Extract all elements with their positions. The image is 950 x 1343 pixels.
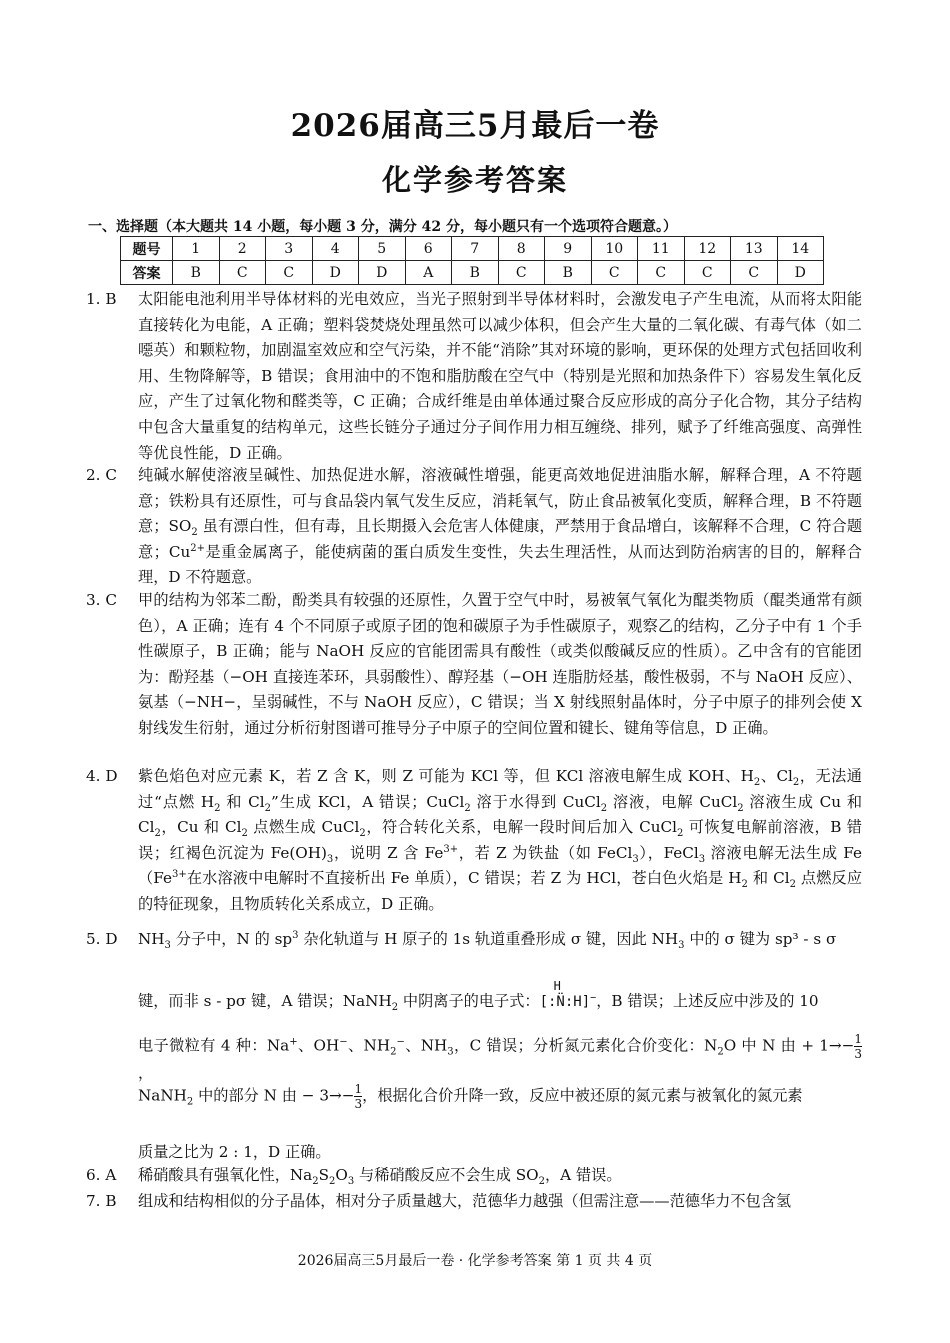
table-cell: 6 <box>405 237 452 261</box>
page-title: 2026届高三5月最后一卷 <box>290 108 660 144</box>
table-cell: 2 <box>219 237 266 261</box>
question-number: 3. C <box>86 591 117 609</box>
table-cell: 题号 <box>121 237 173 261</box>
table-cell: B <box>452 261 499 285</box>
question-explanation: 甲的结构为邻苯二酚，酚类具有较强的还原性，久置于空气中时，易被氧气氧化为醌类物质（醌类通常有颜色），A 正确；连有 4 个不同原子或原子团的饱和碳原子为手性碳原子，观察乙的结构，乙分子中有 1 个手性碳原子，B 正确；能与 NaOH 反应的官能团需具有酸性（或类似酸碱反应的性质）。乙中含有的官能团为：酚羟基（−OH 直接连苯环，具弱酸性）、醇羟基（−OH 连脂肪烃基，酸性极弱，不与 NaOH 反应）、氨基（−NH−，呈弱碱性，不与 NaOH 反应），C 错误；当 X 射线照射晶体时，分子中原子的排列会使 X 射线发生衍射，通过分析衍射图谱可推导分子中原子的空间位置和键长、键角等信息，D 正确。 <box>138 591 862 737</box>
table-cell: 4 <box>312 237 359 261</box>
electron-dot-formula: H [:N̈:H]− <box>539 979 597 1010</box>
question-explanation: $NH_3$ 分子中，N 的 $sp^3$ 杂化轨道与 H 原子的 1s 轨道重叠形成 σ 键，因此 $NH_3$ 中的 σ 键为 sp³ - s σ 键，而非 s - pσ 键，A 错误；NaNH$_2$ 中阴离子的电子式： H [:N̈:H]−，B 错误；上述反应中涉及的 10 电子微粒有 4 种：Na+、OH−、$NH_2^-$、$NH_3$，C 错误；分析氮元素化合价变化：$N_2O$ 中 N 由 + 1→− $\frac{1}{3}$ ， NaNH$_2$ 中的部分 N 由 − 3→− $\frac{1}{3}$ ，根据化合价升降一致，反应中被还原的氮元素与被氧化的氮元素 质量之比为 2 : 1，D 正确。 <box>138 929 862 1161</box>
question-5 <box>86 927 862 1166</box>
table-cell: 9 <box>545 237 592 261</box>
table-cell: 11 <box>638 237 685 261</box>
question-explanation: 稀硝酸具有强氧化性，$Na_2S_2O_3$ 与稀硝酸反应不会生成 $SO_2$，A 错误。 <box>138 1166 622 1188</box>
table-cell: B <box>545 261 592 285</box>
table-cell: 7 <box>452 237 499 261</box>
question-4 <box>86 764 862 918</box>
question-2 <box>86 463 862 591</box>
table-cell: B <box>173 261 220 285</box>
table-cell: 5 <box>359 237 406 261</box>
question-number: 4. D <box>86 767 118 785</box>
table-cell: 1 <box>173 237 220 261</box>
question-number: 2. C <box>86 466 117 484</box>
question-explanation: 组成和结构相似的分子晶体，相对分子质量越大，范德华力越强（但需注意——范德华力不包含氢 <box>138 1192 792 1210</box>
question-explanation: 太阳能电池利用半导体材料的光电效应，当光子照射到半导体材料时，会激发电子产生电流，从而将太阳能直接转化为电能，A 正确；塑料袋焚烧处理虽然可以减少体积，但会产生大量的二氧化碳、有毒气体（如二噁英）和颗粒物，加剧温室效应和空气污染，并不能“消除”其对环境的影响，更环保的处理方式包括回收利用、生物降解等，B 错误；食用油中的不饱和脂肪酸在空气中（特别是光照和加热条件下）容易发生氧化反应，产生了过氧化物和醛类等，C 正确；合成纤维是由单体通过聚合反应形成的高分子化合物，其分子结构中包含大量重复的结构单元，这些长链分子通过分子间作用力相互缠绕、排列，赋予了纤维高强度、高弹性等优良性能，D 正确。 <box>138 290 862 462</box>
table-cell: C <box>498 261 545 285</box>
question-number: 1. B <box>86 290 117 308</box>
question-number: 5. D <box>86 930 118 948</box>
question-3 <box>86 588 862 742</box>
question-explanation: 紫色焰色对应元素 K，若 Z 含 K，则 Z 可能为 KCl 等，但 KCl 溶液电解生成 KOH、$H_2$、$Cl_2$，无法通过“点燃 $H_2$ 和 $Cl_2$”生成 KCl，A 错误；CuCl$_2$ 溶于水得到 CuCl$_2$ 溶液，电解 CuCl$_2$ 溶液生成 Cu 和 $Cl_2$，Cu 和 $Cl_2$ 点燃生成 CuCl$_2$，符合转化关系，电解一段时间后加入 CuCl$_2$ 可恢复电解前溶液，B 错误；红褐色沉淀为 $Fe(OH)_3$，说明 Z 含 $Fe^{3+}$，若 Z 为铁盐（如 FeCl$_3$），FeCl$_3$ 溶液电解无法生成 $Fe(Fe^{3+}$在水溶液中电解时不直接析出 Fe 单质），C 错误；若 Z 为 HCl，苍白色火焰是 $H_2$ 和 $Cl_2$ 点燃反应的特征现象，且物质转化关系成立，D 正确。 <box>138 767 863 913</box>
question-number: 7. B <box>86 1192 117 1210</box>
page-subtitle: 化学参考答案 <box>381 163 568 197</box>
table-cell: C <box>731 261 778 285</box>
table-cell: C <box>638 261 685 285</box>
table-cell: C <box>684 261 731 285</box>
table-row <box>121 261 824 285</box>
table-cell: C <box>219 261 266 285</box>
section-heading: 一、选择题（本大题共 14 小题，每小题 3 分，满分 42 分，每小题只有一个选项符合题意。） <box>88 219 677 235</box>
table-cell: 3 <box>266 237 313 261</box>
table-cell: A <box>405 261 452 285</box>
table-row <box>121 237 824 261</box>
table-cell: 14 <box>777 237 824 261</box>
page-footer: 2026届高三5月最后一卷 · 化学参考答案 第 1 页 共 4 页 <box>297 1253 653 1269</box>
table-cell: 答案 <box>121 261 173 285</box>
answer-table <box>120 236 824 285</box>
table-cell: 13 <box>731 237 778 261</box>
table-cell: D <box>359 261 406 285</box>
table-cell: D <box>777 261 824 285</box>
question-1 <box>86 287 862 466</box>
table-cell: C <box>591 261 638 285</box>
table-cell: D <box>312 261 359 285</box>
table-cell: 12 <box>684 237 731 261</box>
table-cell: C <box>266 261 313 285</box>
question-number: 6. A <box>86 1166 117 1184</box>
table-cell: 8 <box>498 237 545 261</box>
question-7 <box>86 1189 862 1215</box>
question-explanation: 纯碱水解使溶液呈碱性、加热促进水解，溶液碱性增强，能更高效地促进油脂水解，解释合理，A 不符题意；铁粉具有还原性，可与食品袋内氧气发生反应，消耗氧气，防止食品被氧化变质，解释合理，B 不符题意；$SO_2$ 虽有漂白性，但有毒，且长期摄入会危害人体健康，严禁用于食品增白，该解释不合理，C 符合题意；$Cu^{2+}$是重金属离子，能使病菌的蛋白质发生变性，失去生理活性，从而达到防治病害的目的，解释合理，D 不符题意。 <box>138 466 863 587</box>
question-6 <box>86 1163 862 1189</box>
table-cell: 10 <box>591 237 638 261</box>
